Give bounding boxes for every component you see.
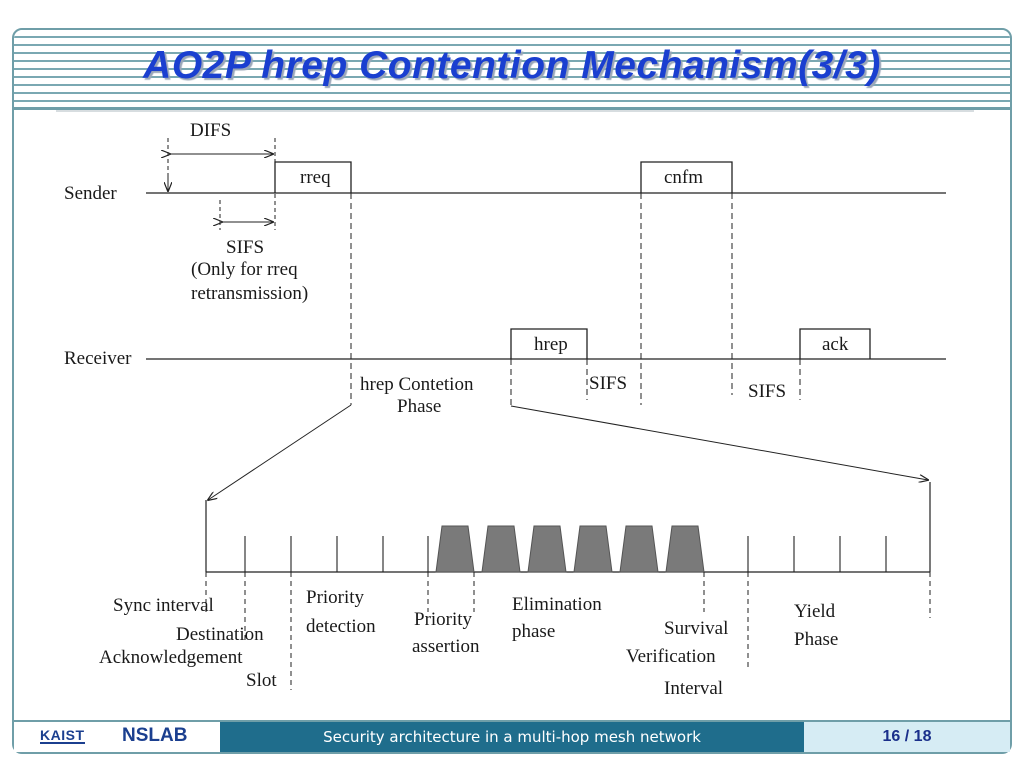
footer-caption: Security architecture in a multi-hop mesh network <box>220 722 804 752</box>
sifs-before-ack: SIFS <box>748 381 787 402</box>
zoom-arrow-left <box>208 405 351 500</box>
sender-label: Sender <box>64 183 117 204</box>
zoom-arrow-right <box>511 406 928 480</box>
slide-footer <box>14 720 1010 752</box>
phase-acknowledgement: Acknowledgement <box>99 647 243 668</box>
phase-destination: Destination <box>176 624 264 645</box>
receiver-label: Receiver <box>64 348 132 369</box>
rreq-label: rreq <box>300 167 331 188</box>
sifs-note-2: retransmission) <box>191 283 309 304</box>
phase-survival: Survival <box>664 618 729 639</box>
kaist-logo: KAIST <box>40 727 85 743</box>
page-number: 16 / 18 <box>804 722 1010 752</box>
sifs-note-1: (Only for rreq <box>191 259 298 280</box>
phase-priority-assertion-2: assertion <box>412 636 480 657</box>
contention-label-2: Phase <box>397 396 442 417</box>
phase-sync-interval: Sync interval <box>113 595 214 616</box>
footer-logos <box>14 722 220 752</box>
elimination-bursts <box>436 526 704 572</box>
phase-verification: Verification <box>626 646 716 667</box>
hrep-label: hrep <box>534 334 568 355</box>
difs-label: DIFS <box>190 120 232 141</box>
phase-priority-assertion-1: Priority <box>414 609 473 630</box>
phase-elimination-1: Elimination <box>512 594 602 615</box>
ack-label: ack <box>822 334 849 355</box>
contention-label-1: hrep Contetion <box>360 374 474 395</box>
slide-title: AO2P hrep Contention Mechanism(3/3) <box>143 44 881 87</box>
nslab-logo: NSLAB <box>122 725 188 746</box>
sifs-after-hrep: SIFS <box>589 373 628 394</box>
phase-interval: Interval <box>664 678 724 699</box>
phase-priority-detection-2: detection <box>306 616 376 637</box>
phase-yield-2: Phase <box>794 629 839 650</box>
phase-slot: Slot <box>246 670 277 691</box>
phase-priority-detection-1: Priority <box>306 587 365 608</box>
phase-yield-1: Yield <box>794 601 836 622</box>
cnfm-label: cnfm <box>664 167 704 188</box>
phase-elimination-2: phase <box>512 621 556 642</box>
sifs-label: SIFS <box>226 237 265 258</box>
